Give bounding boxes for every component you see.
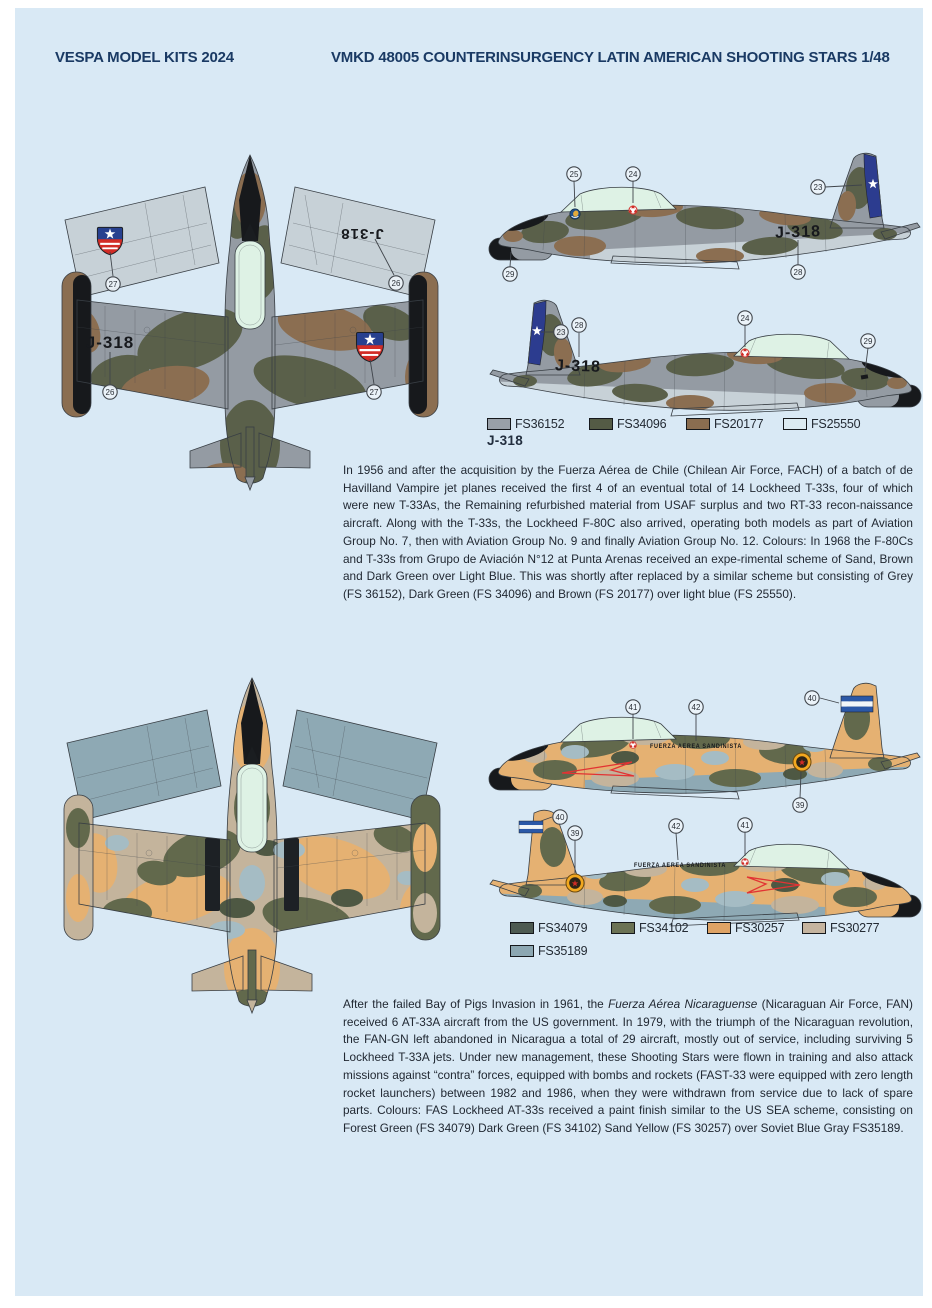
swatch-color-box bbox=[783, 418, 807, 430]
svg-text:24: 24 bbox=[740, 313, 750, 323]
callout-41 bbox=[626, 700, 640, 714]
fas-roundel bbox=[566, 874, 584, 892]
callout-42 bbox=[669, 819, 683, 833]
swatch-fs25550 bbox=[783, 417, 860, 431]
svg-text:27: 27 bbox=[108, 279, 118, 289]
svg-text:41: 41 bbox=[740, 820, 750, 830]
svg-text:40: 40 bbox=[555, 812, 565, 822]
tail-cone bbox=[247, 1000, 257, 1013]
svg-text:23: 23 bbox=[556, 327, 566, 337]
svg-text:26: 26 bbox=[391, 278, 401, 288]
swatch-label: FS35189 bbox=[538, 944, 588, 958]
swatch-label: FS20177 bbox=[714, 417, 764, 431]
scheme2-profile-port bbox=[485, 805, 925, 923]
paragraph-italic-text: Fuerza Aérea Nicaraguense bbox=[608, 997, 758, 1011]
scheme1-history-paragraph: In 1956 and after the acquisition by the Fuerza Aérea de Chile (Chilean Air Force, FACH) of a batch of de Havilland Vampire jet planes received the first 4 of an eventual total of 14 Lockheed T-33s, four of which were new T-33As, the Remaining refurbished material from USAF surplus and two RT-33 recon-naissance aircraft. Along with the T-33s, the Lockheed F-80C also arrived, operating both models as part of Aviation Group No. 7, then with Aviation Group No. 9 and finally Aviation Group No. 12. Colours: In 1968 the F-80Cs and T-33s from Grupo de Aviación N°12 at Punta Arenas received an expe-rimental scheme of Sand, Brown and Dark Green over Light Blue. This was shortly after replaced by a similar scheme but consisting of Grey (FS 36152), Dark Green (FS 34096) and Brown (FS 20177) over light blue (FS 25550). bbox=[343, 463, 913, 601]
nicaragua-flag bbox=[841, 696, 873, 712]
fuselage-code: J-318 bbox=[774, 223, 822, 242]
callout-40 bbox=[805, 691, 819, 705]
swatch-fs36152 bbox=[487, 417, 564, 431]
scheme2-top-view-illustration bbox=[27, 668, 477, 1013]
callout-25 bbox=[567, 167, 581, 181]
kit-title: VMKD 48005 COUNTERINSURGENCY LATIN AMERICAN SHOOTING STARS 1/48 bbox=[331, 49, 890, 66]
callout-24 bbox=[738, 311, 752, 325]
fuselage-code: J-318 bbox=[554, 357, 602, 376]
svg-text:42: 42 bbox=[691, 702, 701, 712]
swatch-color-box bbox=[686, 418, 710, 430]
callout-23 bbox=[811, 180, 825, 194]
group-badge bbox=[570, 209, 580, 219]
callout-26 bbox=[389, 276, 403, 290]
fin-ridge bbox=[248, 950, 256, 1000]
callout-29 bbox=[503, 267, 517, 281]
swatch-label: FS25550 bbox=[811, 417, 861, 431]
callout-27 bbox=[367, 385, 381, 399]
swatch-label: FS30277 bbox=[830, 921, 880, 935]
scheme2-history-paragraph bbox=[343, 996, 913, 1138]
swatch-fs30257 bbox=[707, 921, 784, 935]
swatch-color-box bbox=[510, 922, 534, 934]
callout-41 bbox=[738, 818, 752, 832]
svg-text:26: 26 bbox=[105, 387, 115, 397]
swatch-fs35189 bbox=[510, 944, 587, 958]
camouflage-pattern bbox=[485, 148, 925, 293]
swatch-label: FS34096 bbox=[617, 417, 667, 431]
swatch-fs34096 bbox=[589, 417, 666, 431]
callout-39 bbox=[568, 826, 582, 840]
callout-28 bbox=[572, 318, 586, 332]
callout-29 bbox=[861, 334, 875, 348]
swatch-label: FS30257 bbox=[735, 921, 785, 935]
swatch-color-box bbox=[510, 945, 534, 957]
svg-text:29: 29 bbox=[863, 336, 873, 346]
swatch-label: FS34102 bbox=[639, 921, 689, 935]
canopy bbox=[561, 717, 676, 742]
callout-40 bbox=[553, 810, 567, 824]
camouflage-pattern bbox=[485, 295, 925, 413]
swatch-color-box bbox=[589, 418, 613, 430]
callout-27 bbox=[106, 277, 120, 291]
swatch-label: FS36152 bbox=[515, 417, 565, 431]
scheme1-code-label: J-318 bbox=[487, 433, 524, 448]
scheme1-top-view-illustration bbox=[25, 145, 475, 490]
svg-text:39: 39 bbox=[570, 828, 580, 838]
svg-text:23: 23 bbox=[813, 182, 823, 192]
swatch-color-box bbox=[802, 922, 826, 934]
canopy bbox=[734, 334, 849, 359]
svg-text:40: 40 bbox=[807, 693, 817, 703]
svg-text:24: 24 bbox=[628, 169, 638, 179]
fas-roundel bbox=[793, 753, 811, 771]
walkway-strip bbox=[205, 838, 220, 911]
swatch-fs20177 bbox=[686, 417, 763, 431]
swatch-color-box bbox=[487, 418, 511, 430]
scheme2-profile-starboard bbox=[485, 678, 925, 813]
callout-42 bbox=[689, 700, 703, 714]
scheme1-profile-port bbox=[485, 295, 925, 413]
svg-text:41: 41 bbox=[628, 702, 638, 712]
wing-code: J-318 bbox=[85, 333, 135, 352]
swatch-color-box bbox=[707, 922, 731, 934]
svg-text:28: 28 bbox=[574, 320, 584, 330]
canopy bbox=[561, 187, 676, 212]
svg-text:29: 29 bbox=[505, 269, 515, 279]
tail-cone bbox=[245, 477, 255, 490]
fuselage-title: FUERZA AEREA SANDINISTA bbox=[634, 862, 726, 869]
walkway-strip bbox=[284, 838, 299, 911]
paragraph-text: After the failed Bay of Pigs Invasion in 1961, the bbox=[343, 997, 609, 1011]
svg-text:39: 39 bbox=[795, 800, 805, 810]
paragraph-text: (Nicaraguan Air Force, FAN) received 6 AT-33A aircraft from the US government. In 1979, with the triumph of the Nicaraguan revolution, the FAN-GN left abandoned in Nicaragua a total of 29 aircraft, mostly out of service, including surviving 5 Lockheed T-33A jets. Under new management, these Shooting Stars were flown in training and also attack missions against “contra” forces, equipped with bombs and rockets (FAST-33 were equipped with zero length rocket launchers) between 1982 and 1986, when they were withdrawn from service due to lack of spare parts. Colours: FAS Lockheed AT-33s received a paint finish similar to the US SEA scheme, consisting on Forest Green (FS 34079) Dark Green (FS 34102) Sand Yellow (FS 30257) over Soviet Blue Gray FS35189. bbox=[343, 997, 913, 1135]
scheme1-profile-starboard bbox=[485, 148, 925, 293]
callout-28 bbox=[791, 265, 805, 279]
swatch-label: FS34079 bbox=[538, 921, 588, 935]
canopy bbox=[734, 844, 849, 869]
swatch-fs34102 bbox=[611, 921, 688, 935]
callout-24 bbox=[626, 167, 640, 181]
nicaragua-flag bbox=[519, 821, 543, 833]
swatch-fs30277 bbox=[802, 921, 879, 935]
callout-26 bbox=[103, 385, 117, 399]
callout-23 bbox=[554, 325, 568, 339]
fin-ridge bbox=[246, 427, 254, 477]
publisher-title: VESPA MODEL KITS 2024 bbox=[55, 49, 234, 66]
underwing-code-reversed: J-318 bbox=[340, 225, 384, 242]
svg-text:27: 27 bbox=[369, 387, 379, 397]
fuselage-title: FUERZA AEREA SANDINISTA bbox=[650, 743, 742, 750]
svg-text:28: 28 bbox=[793, 267, 803, 277]
svg-text:25: 25 bbox=[569, 169, 579, 179]
swatch-fs34079 bbox=[510, 921, 587, 935]
svg-text:42: 42 bbox=[671, 821, 681, 831]
swatch-color-box bbox=[611, 922, 635, 934]
